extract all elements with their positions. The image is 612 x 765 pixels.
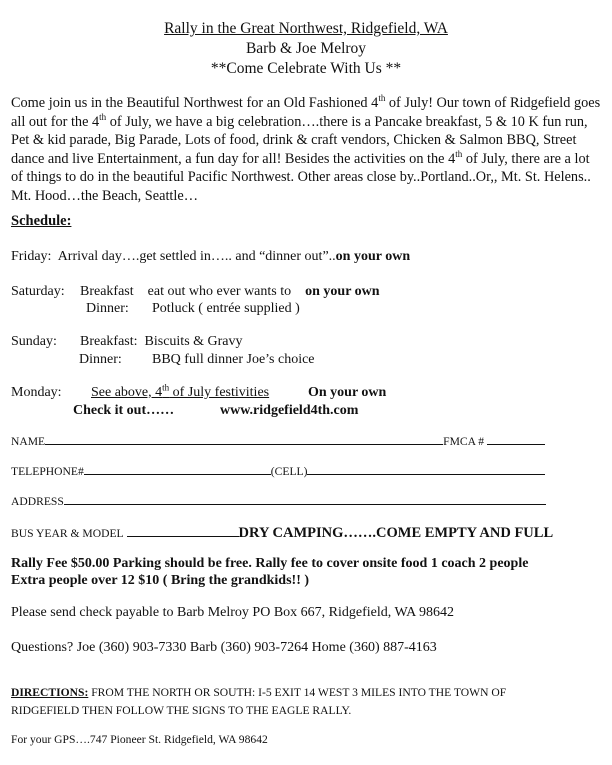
address-label: ADDRESS [11, 495, 64, 508]
check-it-out: Check it out…… [73, 403, 175, 418]
dry-camping-note: DRY CAMPING…….COME EMPTY AND FULL [238, 525, 554, 541]
bus-label: BUS YEAR & MODEL [11, 527, 124, 540]
schedule-monday-day: Monday: [11, 385, 62, 400]
schedule-friday: Friday: Arrival day….get settled in….. and “dinner out”..on your own [11, 249, 411, 264]
schedule-sunday-dinner: BBQ full dinner Joe’s choice [152, 352, 315, 367]
name-row [11, 434, 545, 448]
telephone-row [11, 464, 545, 478]
schedule-saturday-dinner-label: Dinner: [86, 301, 129, 316]
schedule-sunday-breakfast: Breakfast: Biscuits & Gravy [80, 334, 243, 349]
questions-line: Questions? Joe (360) 903-7330 Barb (360) 903-7264 Home (360) 887-4163 [11, 640, 437, 655]
directions-line-1: DIRECTIONS: FROM THE NORTH OR SOUTH: I-5 EXIT 14 WEST 3 MILES INTO THE TOWN OF [11, 686, 507, 699]
fmca-label: FMCA # [443, 435, 485, 448]
directions-line-2: RIDGEFIELD THEN FOLLOW THE SIGNS TO THE EAGLE RALLY. [11, 704, 352, 717]
name-field[interactable] [45, 434, 443, 445]
gps-line: For your GPS….747 Pioneer St. Ridgefield, WA 98642 [11, 733, 268, 746]
extra-people-line: Extra people over 12 $10 ( Bring the grandkids!! ) [11, 573, 310, 588]
schedule-sunday-day: Sunday: [11, 334, 57, 349]
cell-field[interactable] [307, 464, 545, 475]
schedule-saturday-day: Saturday: [11, 284, 65, 299]
schedule-monday-bold: On your own [308, 385, 387, 400]
bus-field[interactable] [127, 526, 239, 537]
payment-line: Please send check payable to Barb Melroy PO Box 667, Ridgefield, WA 98642 [11, 605, 454, 620]
schedule-sunday-dinner-label: Dinner: [79, 352, 122, 367]
fmca-field[interactable] [487, 434, 545, 445]
bus-row [11, 525, 553, 542]
schedule-saturday-breakfast: Breakfast eat out who ever wants to on your own [80, 284, 380, 299]
schedule-saturday-dinner: Potluck ( entrée supplied ) [152, 301, 300, 316]
schedule-monday-text: See above, 4th of July festivities [91, 382, 270, 400]
name-label: NAME [11, 435, 46, 448]
telephone-field[interactable] [84, 464, 271, 475]
cell-label: (CELL) [270, 465, 308, 478]
directions-label: DIRECTIONS: [11, 686, 89, 699]
address-row [11, 494, 546, 508]
hosts-line: Barb & Joe Melroy [245, 40, 367, 57]
schedule-heading: Schedule: [11, 213, 72, 229]
rally-fee-line: Rally Fee $50.00 Parking should be free. Rally fee to cover onsite food 1 coach 2 people [11, 556, 529, 571]
tagline: **Come Celebrate With Us ** [210, 60, 402, 77]
page-title: Rally in the Great Northwest, Ridgefield, WA [164, 20, 448, 37]
address-field[interactable] [64, 494, 546, 505]
intro-paragraph: Come join us in the Beautiful Northwest for an Old Fashioned 4th of July! Our town of Ridgefield goes all out for the 4th of July, we have a big celebration….there is a Pancake breakfast, 5 & 10 K fun run, Pet & kid parade, Big Parade, Lots of food, drink & craft vendors, Chicken & Salmon BBQ, Street dance and live Entertainment, a fun day for all! Besides the activities on the 4th of July, there are a lot of things to do in the beautiful Pacific Northwest. Other areas close by..Portland..Or,, Mt. St. Helens.. Mt. Hood…the Beach, Seattle… [11, 93, 601, 204]
telephone-label: TELEPHONE# [11, 465, 84, 478]
event-url[interactable]: www.ridgefield4th.com [220, 403, 359, 418]
